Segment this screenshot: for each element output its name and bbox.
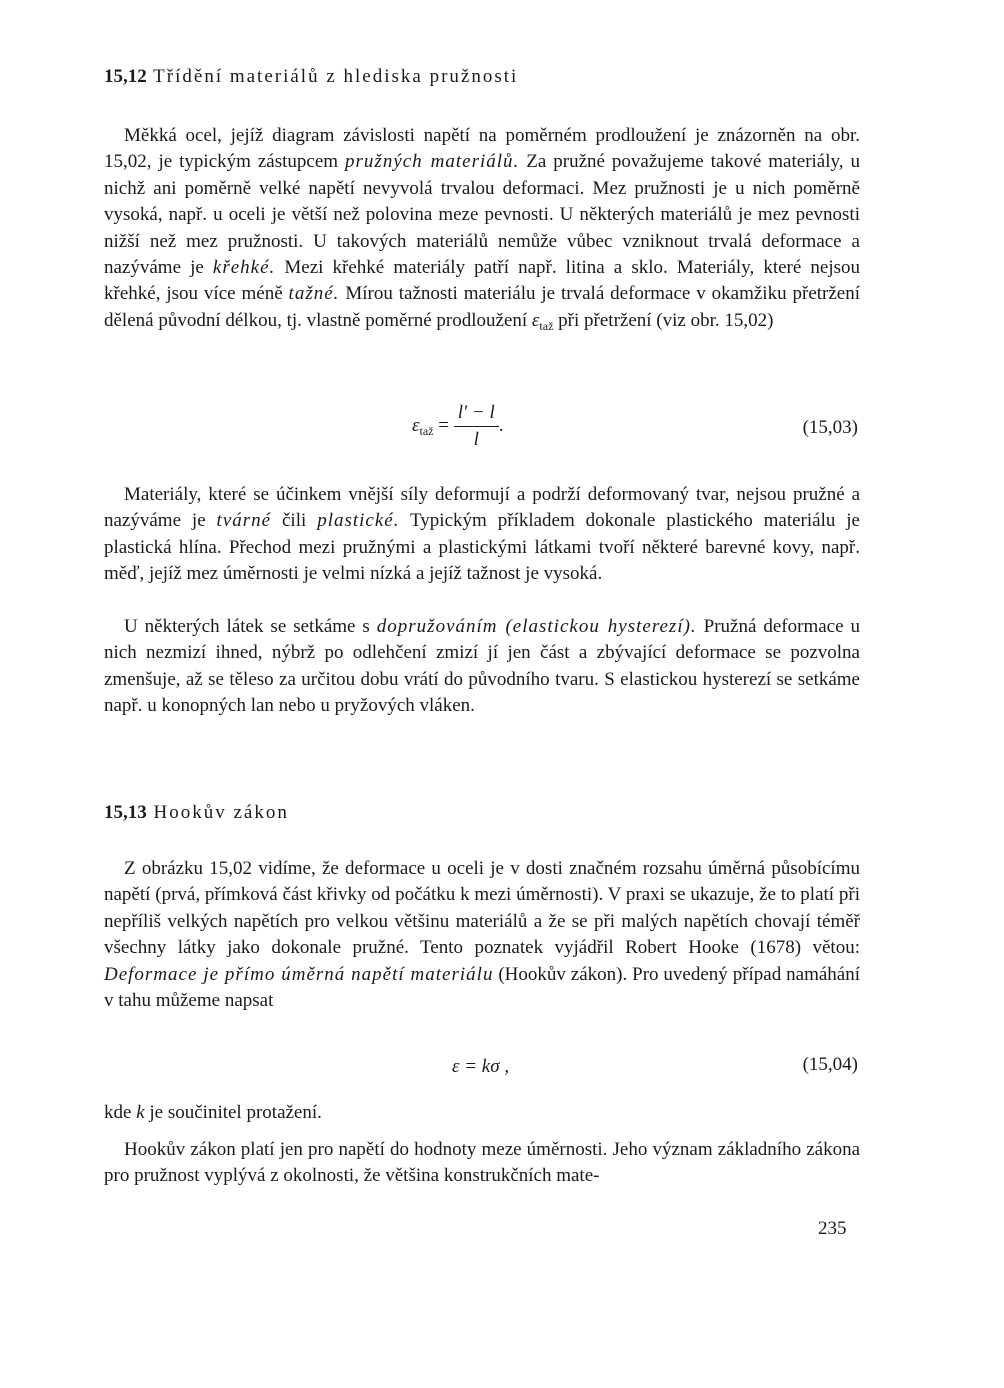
equals-sign: = xyxy=(438,414,449,436)
emphasis-text: pružných materiálů. xyxy=(345,151,520,173)
subscript: taž xyxy=(419,423,434,438)
fraction-denominator: l xyxy=(473,429,479,450)
emphasis-text: tvárné xyxy=(216,510,272,532)
emphasis-text: křehké. xyxy=(212,257,276,279)
text-run: (Hookův zákon). Pro uvedený případ namáhání v tahu můžeme napsat xyxy=(104,963,860,1012)
equation-period: . xyxy=(498,414,504,436)
text-run: Materiály, které se účinkem vnější síly deformují a podrží deformovaný tvar, nejsou pružné a nazýváme je xyxy=(104,484,860,532)
paragraph-hooke-intro xyxy=(104,856,860,1014)
paragraph-hysteresis xyxy=(104,614,860,720)
section-number: 15,13 xyxy=(104,802,147,823)
section-number: 15,12 xyxy=(104,66,147,87)
emphasis-text: Deformace je přímo úměrná napětí materiálu xyxy=(104,963,494,985)
page-number: 235 xyxy=(818,1218,847,1239)
paragraph-coefficient xyxy=(104,1100,860,1126)
text-run: U některých látek se setkáme s xyxy=(124,616,377,637)
fraction-numerator: l′ − l xyxy=(454,402,499,427)
subscript: taž xyxy=(539,318,554,333)
section-heading-15-13 xyxy=(104,802,289,824)
paragraph-hooke-validity: Hookův zákon platí jen pro napětí do hodnoty meze úměrnosti. Jeho význam základního zákona pro pružnost vyplývá z okolnosti, že většina konstrukčních mate- xyxy=(104,1139,860,1187)
emphasis-text: dopružováním (elastickou hysterezí). xyxy=(376,616,697,637)
text-run: Mírou tažnosti materiálu je trvalá deformace v okamžiku přetržení dělená původní délkou, tj. vlastně poměrné prodloužení xyxy=(104,283,860,331)
equation-number: (15,03) xyxy=(802,417,858,438)
section-title: Hookův zákon xyxy=(153,802,289,823)
paragraph-elastic-materials xyxy=(104,123,860,339)
text-run: Za pružné považujeme takové materiály, u nichž ani poměrně velké napětí nevyvolá trvalou deformaci. Mez pružnosti je u nich poměrně vysoká, např. u oceli je větší než polovina meze pevnosti. U některých materiálů je mez pevnosti nižší než mez pružnosti. U takových materiálů nemůže vůbec vzniknout trvalá deformace a nazýváme je xyxy=(104,151,861,279)
text-run: kde xyxy=(104,1102,137,1123)
fraction xyxy=(454,402,499,451)
text-run: je součinitel protažení. xyxy=(144,1102,322,1123)
epsilon-symbol: ε xyxy=(412,414,420,436)
text-run: Typickým příkladem dokonale plastického materiálu je plastická hlína. Přechod mezi pružnými a plastickými látkami tvoří některé barevné kovy, např. měď, jejíž mez úměrnosti je velmi nízká a jejíž tažnost je vysoká. xyxy=(104,510,860,585)
emphasis-text: tažné. xyxy=(288,283,340,305)
equation-15-03 xyxy=(412,402,504,451)
equation-15-04: ε = kσ , xyxy=(452,1056,510,1077)
epsilon-symbol: ε xyxy=(531,309,540,331)
emphasis-text: plastické. xyxy=(317,510,400,532)
text-run: při přetržení (viz obr. 15,02) xyxy=(553,309,774,331)
text-run: Pružná deformace u nich nezmizí ihned, nýbrž po odlehčení zmizí jí jen část a zbývající deformace se pozvolna zmenšuje, až se těleso za určitou dobu vrátí do původního tvaru. S elastickou hysterezí se setkáme např. u konopných lan nebo u pryžových vláken. xyxy=(104,616,860,717)
section-title: Třídění materiálů z hlediska pružnosti xyxy=(153,66,519,87)
text-run: Měkká ocel, jejíž diagram závislosti napětí na poměrném prodloužení je znázorněn na obr. 15,02, je typickým zástupcem xyxy=(104,125,860,173)
text-run: Mezi křehké materiály patří např. litina a sklo. Materiály, které nejsou křehké, jsou více méně xyxy=(104,257,860,305)
text-run: Z obrázku 15,02 vidíme, že deformace u oceli je v dosti značném rozsahu úměrná působícímu napětí (prvá, přímková část křivky od počátku k mezi úměrnosti). V praxi se ukazuje, že to platí při nepříliš velkých napětích pro velkou většinu materiálů a že se při malých napětích chovají téměř všechny látky jako dokonale pružné. Tento poznatek vyjádřil Robert Hooke (1678) větou: xyxy=(104,858,860,959)
section-heading-15-12 xyxy=(104,66,518,88)
paragraph-plastic-materials xyxy=(104,482,860,588)
variable-k: k xyxy=(136,1102,145,1123)
text-run: čili xyxy=(271,510,318,532)
equation-number: (15,04) xyxy=(802,1054,858,1075)
